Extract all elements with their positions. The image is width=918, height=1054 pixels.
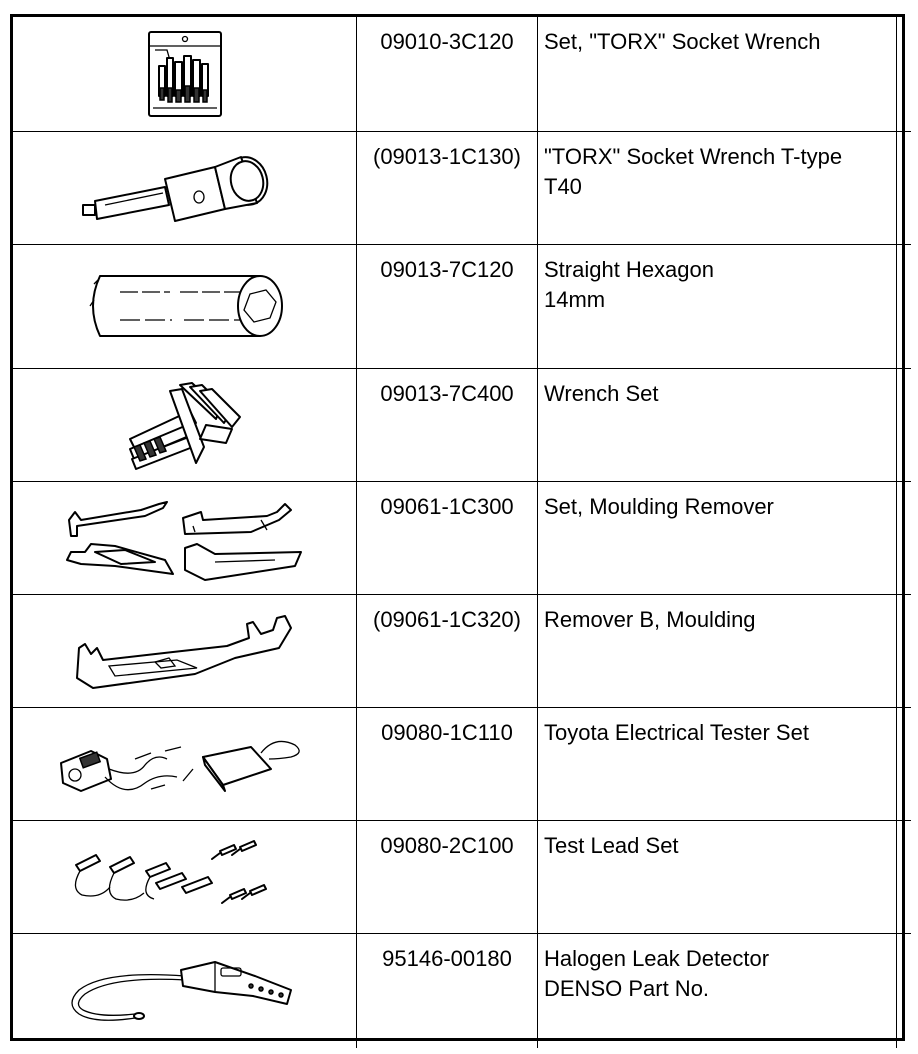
moulding-remover-b-illustration (65, 608, 305, 694)
illustration-cell (13, 244, 357, 368)
table-row (13, 820, 911, 933)
illustration-cell (13, 17, 357, 131)
tool-description (538, 707, 897, 820)
blank-cell (897, 244, 912, 368)
table-row (13, 594, 911, 707)
blank-cell (897, 368, 912, 481)
part-number: (09013-1C130) (357, 131, 538, 244)
moulding-remover-set-illustration (55, 490, 315, 586)
illustration-cell (13, 820, 357, 933)
tool-description (538, 131, 897, 244)
part-number: 09013-7C400 (357, 368, 538, 481)
tool-description (538, 481, 897, 594)
table-row (13, 131, 911, 244)
straight-hexagon-illustration (80, 264, 290, 348)
part-number: 95146-00180 (357, 933, 538, 1048)
part-number: 09061-1C300 (357, 481, 538, 594)
description-line: Set, Moulding Remover (544, 493, 774, 519)
description-line: "TORX" Socket Wrench T-type (544, 143, 843, 169)
illustration-cell (13, 481, 357, 594)
blank-cell (897, 933, 912, 1048)
torx-socket-set-illustration (145, 28, 225, 120)
tool-description (538, 933, 897, 1048)
illustration-cell (13, 594, 357, 707)
description-line: T40 (544, 173, 582, 199)
tool-description (538, 594, 897, 707)
tool-table-frame (10, 14, 905, 1041)
description-line: Straight Hexagon (544, 256, 714, 282)
hex-wrench-set-illustration (120, 377, 250, 473)
table-row (13, 17, 911, 131)
description-line: Wrench Set (544, 380, 659, 406)
part-number: 09080-1C110 (357, 707, 538, 820)
description-line: DENSO Part No. (544, 975, 710, 1001)
electrical-tester-set-illustration (55, 729, 315, 799)
tool-description (538, 820, 897, 933)
description-line: Set, "TORX" Socket Wrench (544, 29, 821, 54)
table-row (13, 707, 911, 820)
part-number: 09080-2C100 (357, 820, 538, 933)
part-number: (09061-1C320) (357, 594, 538, 707)
table-row (13, 481, 911, 594)
illustration-cell (13, 707, 357, 820)
tool-description (538, 17, 897, 131)
table-row (13, 244, 911, 368)
halogen-leak-detector-illustration (65, 946, 305, 1036)
table-row (13, 933, 911, 1048)
blank-cell (897, 481, 912, 594)
description-line: 14mm (544, 286, 606, 312)
description-line: Toyota Electrical Tester Set (544, 719, 809, 745)
blank-cell (897, 707, 912, 820)
special-tools-table (13, 17, 911, 1048)
part-number: 09013-7C120 (357, 244, 538, 368)
illustration-cell (13, 131, 357, 244)
blank-cell (897, 131, 912, 244)
blank-cell (897, 820, 912, 933)
description-line: Halogen Leak Detector (544, 945, 770, 971)
part-number: 09010-3C120 (357, 17, 538, 131)
description-line: Remover B, Moulding (544, 606, 756, 632)
blank-cell (897, 17, 912, 131)
illustration-cell (13, 368, 357, 481)
test-lead-set-illustration (70, 837, 300, 917)
table-row (13, 368, 911, 481)
blank-cell (897, 594, 912, 707)
torx-socket-wrench-illustration (75, 145, 295, 231)
tool-description (538, 244, 897, 368)
tool-description (538, 368, 897, 481)
illustration-cell (13, 933, 357, 1048)
description-line: Test Lead Set (544, 832, 679, 858)
